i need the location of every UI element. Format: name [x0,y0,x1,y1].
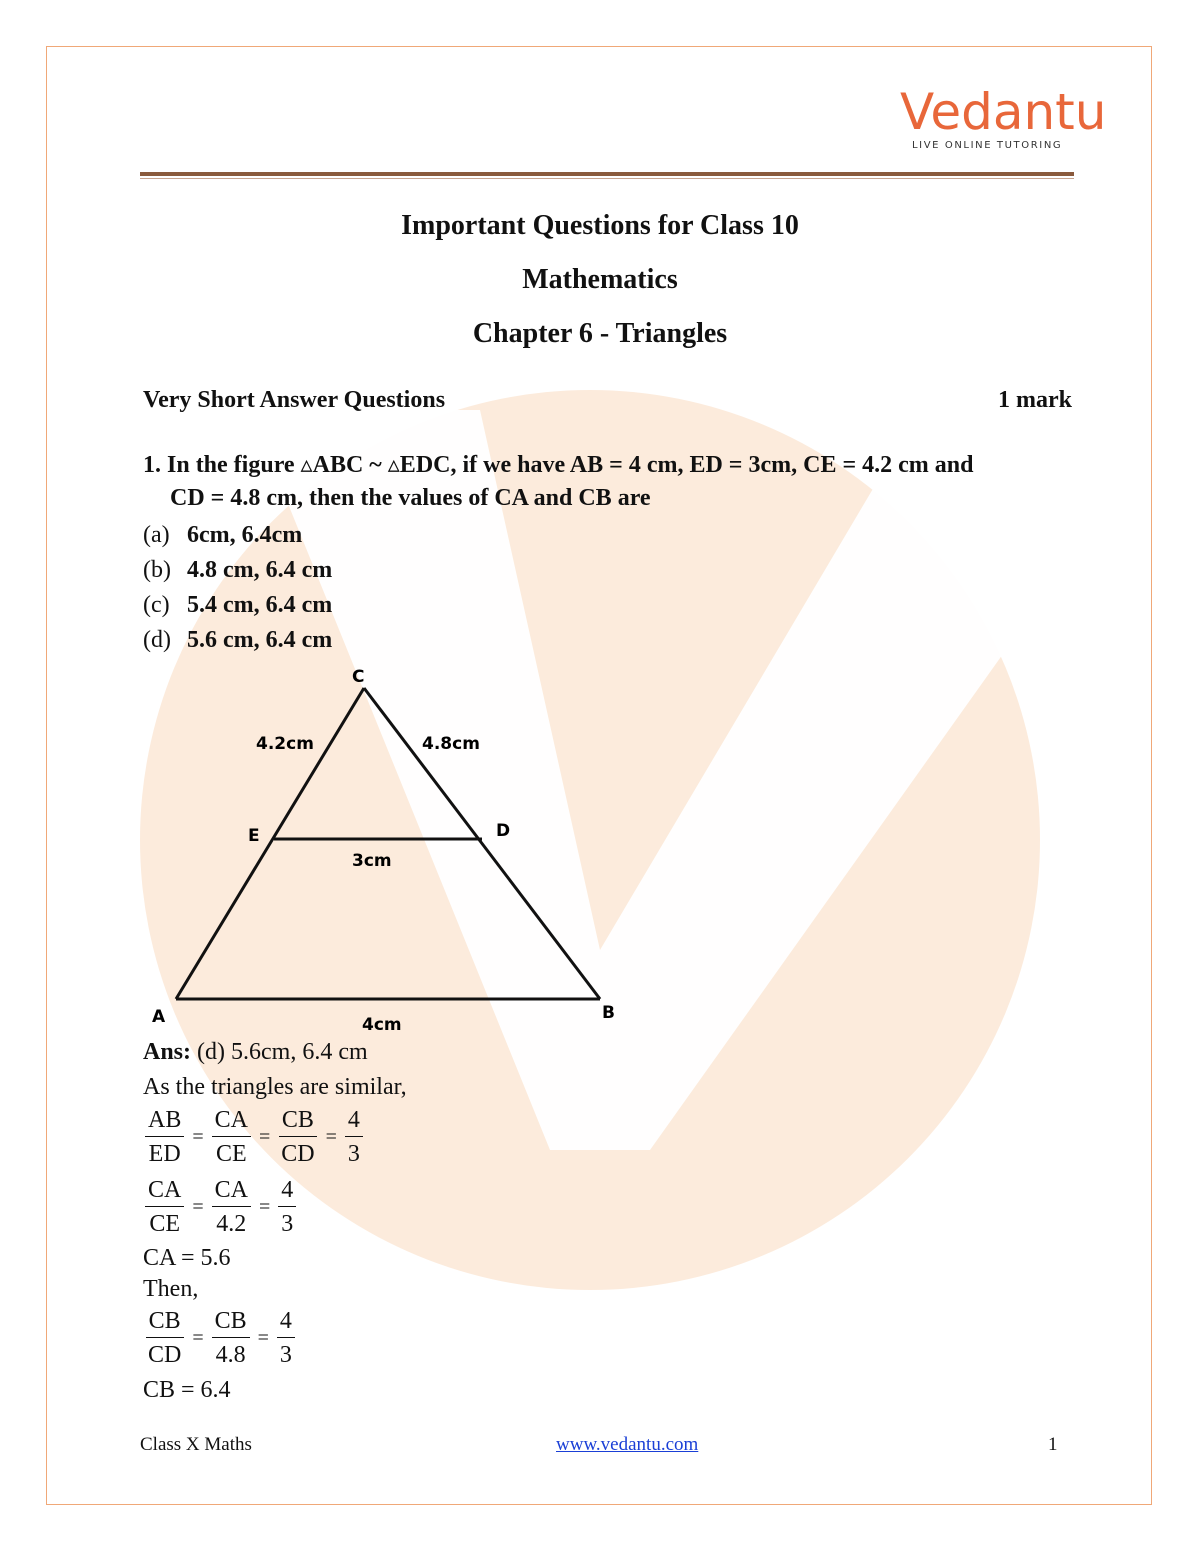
option-a [143,522,302,549]
page-number: 1 [1048,1434,1058,1455]
numerator: CA [145,1176,184,1207]
fraction [278,1106,317,1169]
denominator: CD [281,1141,315,1167]
fraction [212,1176,251,1239]
numerator: CB [279,1106,317,1137]
option-text: 4.8 cm, 6.4 cm [187,557,333,583]
document-title: Important Questions for Class 10 [401,210,799,241]
equals-sign: = [192,1126,204,1148]
denominator: CE [149,1211,180,1237]
numerator: 4 [278,1176,296,1207]
result-cb: CB = 6.4 [143,1377,231,1403]
answer-label: Ans: [143,1039,192,1065]
side-bc [364,688,600,999]
fraction [145,1106,184,1169]
solution-line-1: As the triangles are similar, [143,1074,407,1100]
option-c [143,592,332,619]
ratio-equation-2 [143,1176,298,1239]
vertex-b-label: B [602,1003,615,1023]
vertex-c-label: C [352,667,365,687]
numerator: CB [212,1307,250,1338]
length-ab-label: 4cm [362,1015,402,1035]
option-text: 5.4 cm, 6.4 cm [187,592,333,618]
logo-wordmark: Vedantu [900,83,1107,141]
option-text: 5.6 cm, 6.4 cm [187,627,333,653]
equals-sign: = [258,1196,271,1218]
fraction [212,1106,251,1169]
vertex-e-label: E [248,826,260,846]
section-heading: Very Short Answer Questions [143,387,446,413]
denominator: 4.8 [215,1342,246,1368]
fraction [145,1176,184,1239]
numerator: 4 [277,1307,295,1338]
vertex-a-label: A [152,1007,166,1027]
numerator: 4 [345,1106,363,1137]
equals-sign: = [192,1196,204,1218]
denominator: ED [148,1141,181,1167]
equals-sign: = [192,1327,204,1349]
footer-class-label: Class X Maths [140,1434,252,1455]
denominator: CE [215,1141,247,1167]
option-label: (b) [143,557,171,583]
numerator: CB [146,1307,184,1338]
header-rule [140,172,1074,176]
then-text: Then, [143,1276,199,1302]
vertex-d-label: D [496,821,511,841]
denominator: 3 [347,1141,360,1167]
option-label: (a) [143,522,170,548]
denominator: 3 [279,1342,292,1368]
length-ce-label: 4.2cm [256,734,314,754]
section-marks: 1 mark [998,387,1072,413]
option-label: (c) [143,592,170,618]
option-d [143,627,332,654]
fraction [212,1307,250,1370]
fraction [277,1307,295,1370]
result-ca: CA = 5.6 [143,1245,231,1271]
option-text: 6cm, 6.4cm [187,522,303,548]
vedantu-logo [900,83,1107,156]
denominator: 3 [281,1211,294,1237]
footer-website-link[interactable]: www.vedantu.com [556,1434,699,1455]
equals-sign: = [325,1126,337,1148]
subject-title: Mathematics [522,264,678,295]
answer-text: (d) 5.6cm, 6.4 cm [191,1039,368,1065]
numerator: CA [212,1106,251,1137]
ratio-equation-1 [143,1106,365,1169]
ratio-equation-3 [143,1307,297,1370]
equals-sign: = [258,1126,271,1148]
chapter-title: Chapter 6 - Triangles [472,318,728,349]
equals-sign: = [257,1327,269,1349]
question-text-line-2: CD = 4.8 cm, then the values of CA and CB are [170,485,651,511]
numerator: CA [212,1176,251,1207]
denominator: CD [148,1342,182,1368]
question-text-line-1: 1. In the figure ▵ABC ~ ▵EDC, if we have AB = 4 cm, ED = 3cm, CE = 4.2 cm and [143,452,974,478]
numerator: AB [145,1106,184,1137]
length-cd-label: 4.8cm [422,734,480,754]
logo-tagline: LIVE ONLINE TUTORING [912,140,1063,151]
option-b [143,557,332,584]
header-rule-thin [140,178,1074,179]
fraction [278,1176,296,1239]
denominator: 4.2 [216,1211,247,1237]
answer-line [143,1039,368,1066]
length-ed-label: 3cm [352,851,392,871]
fraction [145,1307,184,1370]
option-label: (d) [143,627,171,653]
fraction [345,1106,363,1169]
triangle-figure [140,660,640,1040]
